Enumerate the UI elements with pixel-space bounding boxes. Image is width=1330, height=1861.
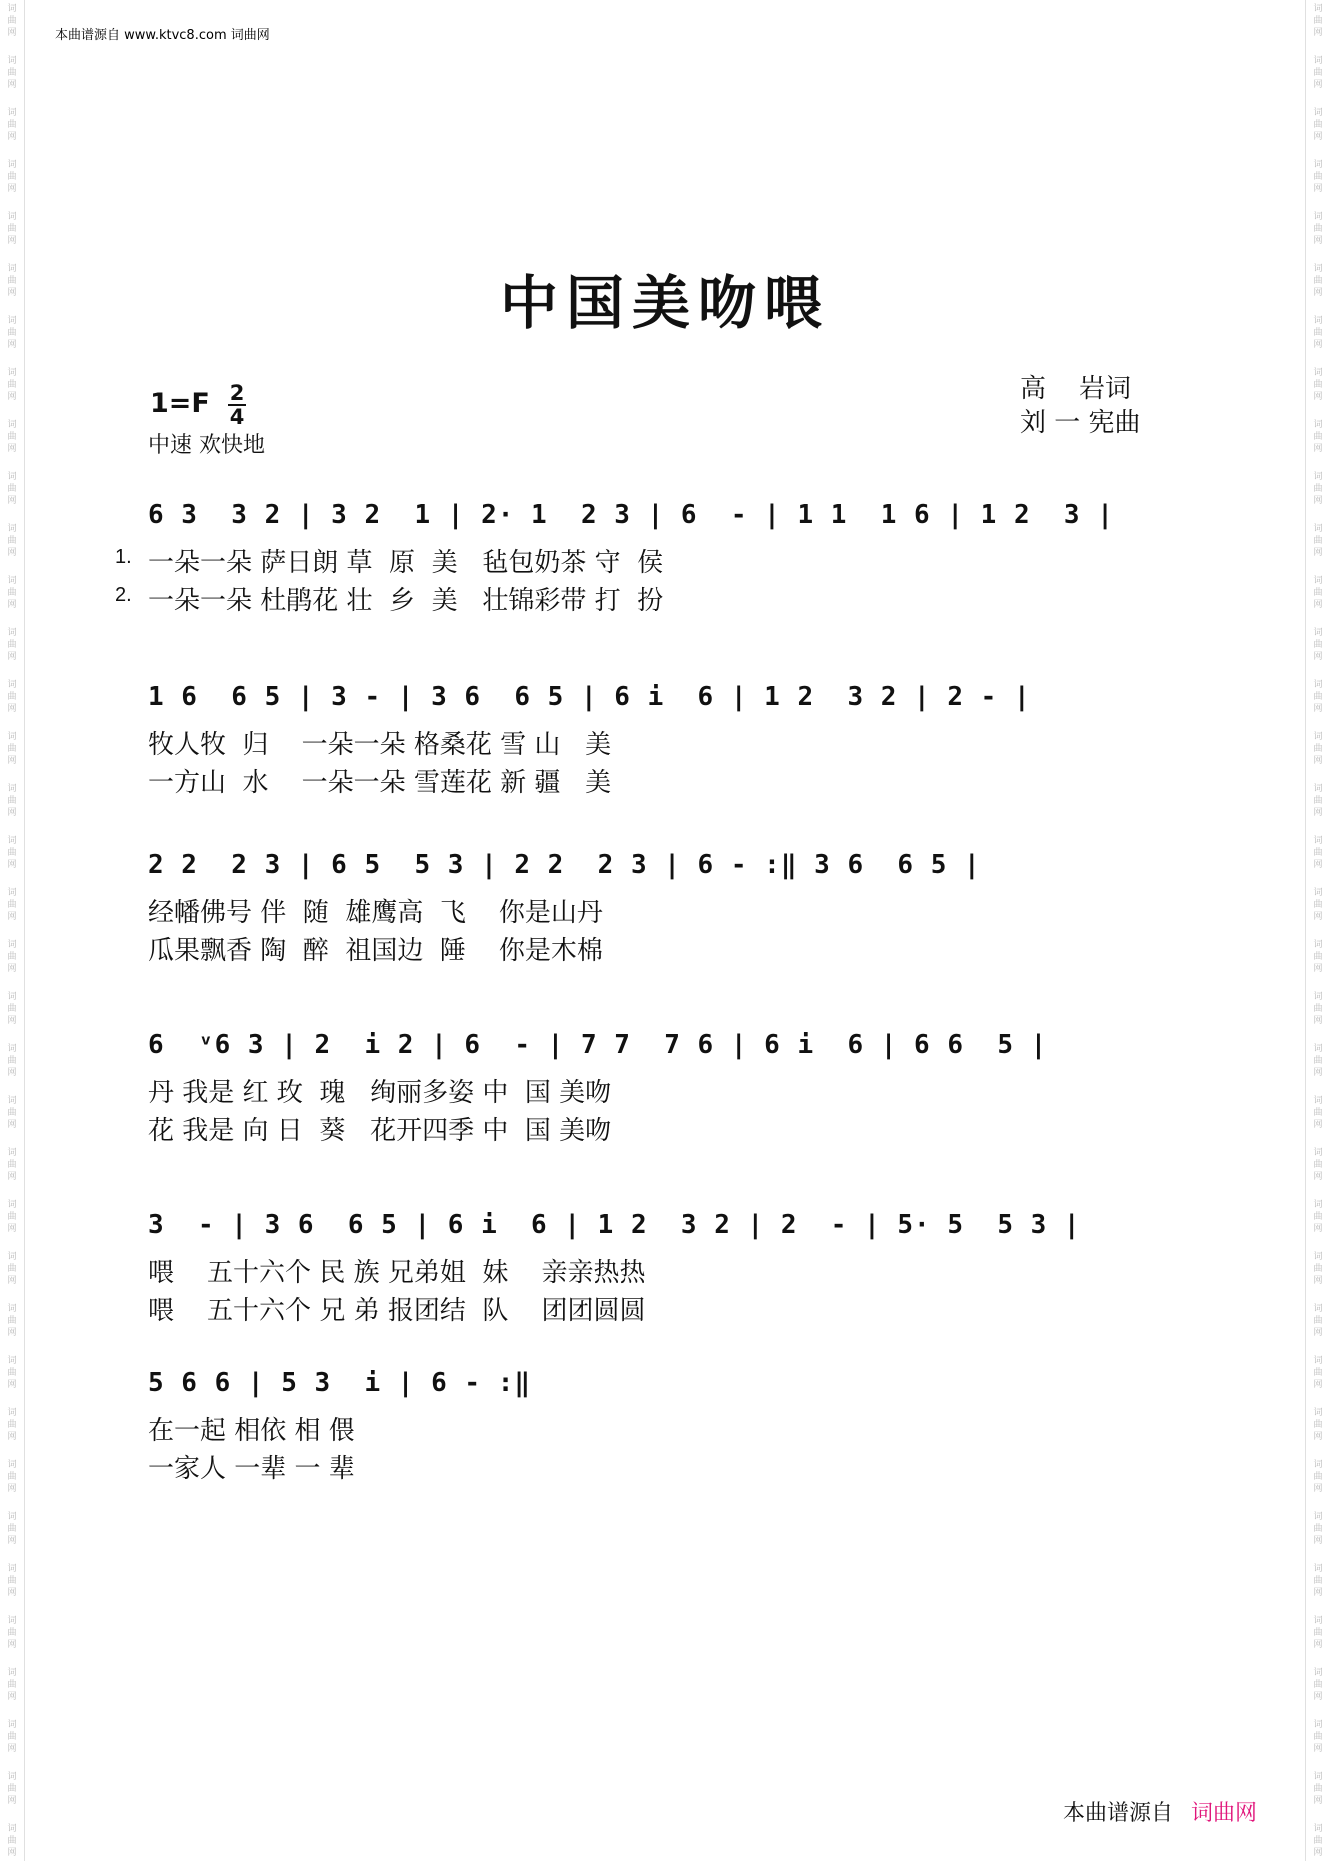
watermark-glyph: 网: [1313, 912, 1323, 922]
watermark-glyph: 曲: [7, 900, 17, 910]
time-signature: [228, 382, 246, 428]
watermark-glyph: 网: [7, 1224, 17, 1234]
watermark-glyph: 网: [7, 184, 17, 194]
watermark-glyph: 网: [7, 1016, 17, 1026]
notation-line: 5 6 6 | 5 3 i | 6 - :‖: [148, 1368, 532, 1398]
watermark-glyph: 网: [1313, 1536, 1323, 1546]
watermark-glyph: 曲: [7, 276, 17, 286]
watermark-glyph: 网: [7, 1380, 17, 1390]
watermark-glyph: 曲: [1313, 1472, 1323, 1482]
watermark-glyph: 曲: [1313, 432, 1323, 442]
watermark-glyph: 曲: [7, 68, 17, 78]
watermark-glyph: 词: [1313, 264, 1323, 274]
watermark-glyph: 词: [1313, 1616, 1323, 1626]
watermark-glyph: 词: [1313, 1148, 1323, 1158]
watermark-glyph: 曲: [1313, 744, 1323, 754]
watermark-glyph: 曲: [7, 952, 17, 962]
footer-source-brand: 词曲网: [1191, 1801, 1258, 1826]
watermark-glyph: 网: [7, 1848, 17, 1858]
watermark-glyph: 词: [7, 1356, 17, 1366]
watermark-glyph: 词: [1313, 1252, 1323, 1262]
source-credit: 本曲谱源自 www.ktvc8.com 词曲网: [55, 28, 270, 43]
watermark-glyph: 曲: [1313, 1004, 1323, 1014]
score-row-5: [0, 1210, 1330, 1390]
watermark-glyph: 词: [1313, 420, 1323, 430]
watermark-glyph: 词: [7, 1148, 17, 1158]
watermark-glyph: 网: [1313, 1692, 1323, 1702]
watermark-glyph: 曲: [7, 328, 17, 338]
watermark-glyph: 网: [1313, 496, 1323, 506]
watermark-glyph: 网: [7, 444, 17, 454]
watermark-glyph: 网: [7, 1172, 17, 1182]
watermark-glyph: 词: [1313, 56, 1323, 66]
watermark-glyph: 网: [1313, 1588, 1323, 1598]
watermark-glyph: 曲: [7, 224, 17, 234]
watermark-glyph: 曲: [1313, 1160, 1323, 1170]
watermark-glyph: 曲: [1313, 1368, 1323, 1378]
watermark-glyph: 曲: [1313, 1628, 1323, 1638]
watermark-glyph: 词: [7, 836, 17, 846]
watermark-glyph: 曲: [7, 172, 17, 182]
time-signature-bottom: 4: [229, 405, 245, 429]
watermark-glyph: 网: [7, 496, 17, 506]
watermark-glyph: 曲: [7, 796, 17, 806]
lyric-verse-2: 花 我是 向 日 葵 花开四季 中 国 美吻: [148, 1116, 612, 1146]
watermark-glyph: 词: [7, 316, 17, 326]
watermark-glyph: 词: [1313, 1356, 1323, 1366]
watermark-glyph: 网: [7, 652, 17, 662]
watermark-glyph: 曲: [7, 588, 17, 598]
watermark-glyph: 网: [1313, 1120, 1323, 1130]
watermark-glyph: 词: [7, 1408, 17, 1418]
watermark-glyph: 网: [1313, 392, 1323, 402]
watermark-glyph: 曲: [7, 536, 17, 546]
watermark-glyph: 曲: [1313, 1420, 1323, 1430]
watermark-glyph: 词: [7, 888, 17, 898]
watermark-glyph: 曲: [1313, 1056, 1323, 1066]
watermark-glyph: 网: [7, 1484, 17, 1494]
watermark-glyph: 网: [7, 548, 17, 558]
watermark-glyph: 曲: [1313, 1784, 1323, 1794]
watermark-glyph: 词: [7, 108, 17, 118]
watermark-glyph: 曲: [7, 1732, 17, 1742]
watermark-glyph: 网: [7, 1432, 17, 1442]
watermark-glyph: 词: [7, 1668, 17, 1678]
watermark-glyph: 曲: [7, 1160, 17, 1170]
watermark-glyph: 曲: [7, 1004, 17, 1014]
lyric-verse-1: 丹 我是 红 玫 瑰 绚丽多姿 中 国 美吻: [148, 1078, 612, 1108]
watermark-glyph: 词: [7, 576, 17, 586]
watermark-glyph: 词: [7, 160, 17, 170]
watermark-glyph: 词: [1313, 1668, 1323, 1678]
watermark-glyph: 词: [7, 732, 17, 742]
watermark-glyph: 词: [7, 4, 17, 14]
watermark-glyph: 曲: [1313, 692, 1323, 702]
watermark-glyph: 曲: [1313, 1264, 1323, 1274]
watermark-glyph: 曲: [1313, 224, 1323, 234]
watermark-glyph: 词: [1313, 1772, 1323, 1782]
watermark-glyph: 网: [7, 1796, 17, 1806]
watermark-glyph: 词: [1313, 368, 1323, 378]
time-signature-top: 2: [229, 381, 245, 405]
watermark-glyph: 网: [1313, 1016, 1323, 1026]
watermark-glyph: 曲: [1313, 1524, 1323, 1534]
watermark-glyph: 曲: [7, 1420, 17, 1430]
watermark-glyph: 网: [7, 1744, 17, 1754]
watermark-glyph: 词: [1313, 1824, 1323, 1834]
watermark-glyph: 词: [7, 1460, 17, 1470]
watermark-glyph: 网: [1313, 80, 1323, 90]
watermark-glyph: 网: [7, 340, 17, 350]
watermark-glyph: 网: [1313, 1380, 1323, 1390]
watermark-glyph: 网: [1313, 704, 1323, 714]
lyric-verse-1: 经幡佛号 伴 随 雄鹰高 飞 你是山丹: [148, 898, 603, 928]
watermark-glyph: 曲: [7, 1212, 17, 1222]
watermark-glyph: 网: [1313, 1328, 1323, 1338]
watermark-glyph: 曲: [1313, 1680, 1323, 1690]
watermark-glyph: 曲: [7, 1524, 17, 1534]
notation-line: 6 ᵛ6 3 | 2 i 2 | 6 - | 7 7 7 6 | 6 i 6 | 6 6 5 |: [148, 1030, 1048, 1060]
watermark-glyph: 网: [1313, 1432, 1323, 1442]
watermark-glyph: 词: [1313, 1720, 1323, 1730]
watermark-glyph: 词: [7, 784, 17, 794]
lyric-verse-2: 一方山 水 一朵一朵 雪莲花 新 疆 美: [148, 768, 612, 798]
watermark-glyph: 曲: [7, 484, 17, 494]
watermark-glyph: 词: [1313, 108, 1323, 118]
watermark-glyph: 词: [7, 940, 17, 950]
watermark-glyph: 网: [7, 28, 17, 38]
watermark-glyph: 曲: [1313, 484, 1323, 494]
watermark-glyph: 词: [7, 1616, 17, 1626]
watermark-glyph: 网: [1313, 652, 1323, 662]
watermark-glyph: 词: [1313, 1304, 1323, 1314]
watermark-glyph: 词: [7, 212, 17, 222]
watermark-glyph: 曲: [7, 16, 17, 26]
watermark-glyph: 词: [7, 1200, 17, 1210]
watermark-glyph: 曲: [1313, 1732, 1323, 1742]
watermark-glyph: 网: [7, 600, 17, 610]
watermark-glyph: 词: [1313, 836, 1323, 846]
watermark-glyph: 曲: [1313, 380, 1323, 390]
watermark-glyph: 词: [1313, 472, 1323, 482]
watermark-glyph: 词: [1313, 212, 1323, 222]
watermark-glyph: 词: [1313, 160, 1323, 170]
watermark-glyph: 词: [1313, 992, 1323, 1002]
watermark-glyph: 曲: [7, 1056, 17, 1066]
watermark-glyph: 曲: [1313, 68, 1323, 78]
watermark-glyph: 网: [7, 1588, 17, 1598]
watermark-glyph: 网: [7, 756, 17, 766]
watermark-glyph: 网: [1313, 1484, 1323, 1494]
watermark-glyph: 曲: [7, 1472, 17, 1482]
watermark-glyph: 网: [7, 236, 17, 246]
watermark-glyph: 网: [7, 288, 17, 298]
watermark-glyph: 词: [1313, 576, 1323, 586]
watermark-glyph: 曲: [1313, 588, 1323, 598]
notation-line: 2 2 2 3 | 6 5 5 3 | 2 2 2 3 | 6 - :‖ 3 6 6 5 |: [148, 850, 981, 880]
watermark-glyph: 词: [7, 1720, 17, 1730]
watermark-glyph: 曲: [7, 744, 17, 754]
watermark-glyph: 网: [7, 704, 17, 714]
watermark-glyph: 曲: [7, 120, 17, 130]
watermark-glyph: 网: [1313, 808, 1323, 818]
watermark-glyph: 曲: [1313, 276, 1323, 286]
watermark-glyph: 网: [7, 392, 17, 402]
watermark-glyph: 词: [7, 1044, 17, 1054]
score-row-4: [0, 1030, 1330, 1210]
watermark-glyph: 网: [7, 860, 17, 870]
watermark-glyph: 网: [1313, 132, 1323, 142]
credits: [1020, 372, 1141, 440]
watermark-glyph: 曲: [1313, 952, 1323, 962]
watermark-glyph: 曲: [1313, 536, 1323, 546]
watermark-glyph: 曲: [1313, 16, 1323, 26]
footer-credit: [1063, 1796, 1257, 1827]
lyric-verse-2: 一家人 一辈 一 辈: [148, 1454, 355, 1484]
watermark-glyph: 曲: [1313, 900, 1323, 910]
watermark-glyph: 曲: [1313, 328, 1323, 338]
watermark-glyph: 曲: [1313, 172, 1323, 182]
watermark-glyph: 曲: [1313, 640, 1323, 650]
watermark-glyph: 网: [1313, 1796, 1323, 1806]
watermark-glyph: 网: [7, 1276, 17, 1286]
watermark-glyph: 曲: [7, 1368, 17, 1378]
watermark-glyph: 词: [1313, 1200, 1323, 1210]
score-row-3: [0, 850, 1330, 1030]
verse-number-2: 2.: [115, 584, 132, 606]
watermark-glyph: 词: [1313, 1460, 1323, 1470]
notation-line: 3 - | 3 6 6 5 | 6 i 6 | 1 2 3 2 | 2 - | 5· 5 5 3 |: [148, 1210, 1081, 1240]
score-row-6: [0, 1368, 1330, 1548]
watermark-glyph: 网: [7, 1692, 17, 1702]
watermark-glyph: 词: [1313, 1044, 1323, 1054]
watermark-glyph: 曲: [1313, 1576, 1323, 1586]
notation-line: 6 3 3 2 | 3 2 1 | 2· 1 2 3 | 6 - | 1 1 1 6 | 1 2 3 |: [148, 500, 1114, 530]
watermark-glyph: 网: [1313, 288, 1323, 298]
watermark-glyph: 曲: [7, 1836, 17, 1846]
watermark-glyph: 曲: [1313, 1108, 1323, 1118]
watermark-glyph: 词: [1313, 316, 1323, 326]
watermark-glyph: 词: [1313, 1096, 1323, 1106]
watermark-glyph: 词: [1313, 732, 1323, 742]
watermark-glyph: 词: [1313, 784, 1323, 794]
watermark-glyph: 曲: [7, 1264, 17, 1274]
watermark-glyph: 网: [1313, 184, 1323, 194]
watermark-glyph: 网: [7, 912, 17, 922]
watermark-glyph: 网: [1313, 964, 1323, 974]
watermark-glyph: 网: [7, 1068, 17, 1078]
lyric-verse-1: 在一起 相依 相 偎: [148, 1416, 355, 1446]
watermark-glyph: 词: [7, 524, 17, 534]
watermark-glyph: 网: [1313, 548, 1323, 558]
watermark-glyph: 网: [1313, 600, 1323, 610]
watermark-glyph: 网: [1313, 756, 1323, 766]
song-title: 中国美吻喂: [499, 269, 830, 337]
watermark-glyph: 词: [1313, 1408, 1323, 1418]
watermark-glyph: 网: [1313, 1744, 1323, 1754]
watermark-glyph: 词: [7, 1252, 17, 1262]
tempo-marking: 中速 欢快地: [148, 433, 265, 458]
lyric-verse-1: 喂 五十六个 民 族 兄弟姐 妹 亲亲热热: [148, 1258, 646, 1288]
watermark-glyph: 词: [7, 368, 17, 378]
watermark-glyph: 词: [1313, 4, 1323, 14]
watermark-glyph: 曲: [7, 848, 17, 858]
watermark-glyph: 曲: [7, 1108, 17, 1118]
watermark-glyph: 网: [1313, 1068, 1323, 1078]
watermark-glyph: 词: [1313, 1564, 1323, 1574]
watermark-glyph: 词: [7, 1824, 17, 1834]
composer: 刘 一 宪曲: [1020, 408, 1141, 438]
watermark-glyph: 网: [1313, 1172, 1323, 1182]
watermark-glyph: 词: [7, 420, 17, 430]
watermark-glyph: 网: [7, 808, 17, 818]
watermark-glyph: 网: [1313, 340, 1323, 350]
score-row-1: [0, 500, 1330, 680]
lyric-verse-1: 一朵一朵 萨日朗 草 原 美 毡包奶茶 守 侯: [148, 548, 664, 578]
watermark-glyph: 词: [7, 1096, 17, 1106]
watermark-glyph: 词: [7, 1512, 17, 1522]
watermark-glyph: 词: [7, 1304, 17, 1314]
watermark-glyph: 网: [1313, 1276, 1323, 1286]
verse-number-1: 1.: [115, 546, 132, 568]
watermark-glyph: 词: [1313, 524, 1323, 534]
watermark-glyph: 词: [7, 628, 17, 638]
footer-source-prefix: 本曲谱源自: [1063, 1801, 1174, 1826]
watermark-glyph: 词: [7, 1772, 17, 1782]
watermark-glyph: 网: [7, 1328, 17, 1338]
watermark-glyph: 词: [7, 680, 17, 690]
lyric-verse-2: 一朵一朵 杜鹃花 壮 乡 美 壮锦彩带 打 扮: [148, 586, 664, 616]
watermark-glyph: 网: [1313, 860, 1323, 870]
lyric-verse-2: 瓜果飘香 陶 醉 祖国边 陲 你是木棉: [148, 936, 603, 966]
lyric-verse-1: 牧人牧 归 一朵一朵 格桑花 雪 山 美: [148, 730, 612, 760]
watermark-glyph: 网: [1313, 1224, 1323, 1234]
watermark-glyph: 曲: [7, 1576, 17, 1586]
watermark-glyph: 曲: [1313, 120, 1323, 130]
watermark-glyph: 曲: [1313, 1316, 1323, 1326]
watermark-glyph: 曲: [7, 1784, 17, 1794]
watermark-glyph: 词: [7, 264, 17, 274]
watermark-glyph: 网: [1313, 236, 1323, 246]
watermark-glyph: 曲: [1313, 796, 1323, 806]
watermark-glyph: 曲: [1313, 1212, 1323, 1222]
watermark-glyph: 词: [7, 56, 17, 66]
watermark-glyph: 词: [7, 1564, 17, 1574]
watermark-glyph: 曲: [7, 692, 17, 702]
watermark-glyph: 曲: [7, 380, 17, 390]
watermark-glyph: 词: [1313, 628, 1323, 638]
watermark-glyph: 曲: [1313, 848, 1323, 858]
watermark-glyph: 网: [1313, 1848, 1323, 1858]
lyric-verse-2: 喂 五十六个 兄 弟 报团结 队 团团圆圆: [148, 1296, 646, 1326]
watermark-glyph: 网: [7, 80, 17, 90]
watermark-glyph: 网: [7, 1640, 17, 1650]
score-row-2: [0, 682, 1330, 862]
watermark-glyph: 网: [7, 1120, 17, 1130]
lyricist: 高 岩词: [1020, 374, 1132, 404]
watermark-glyph: 曲: [7, 1680, 17, 1690]
watermark-glyph: 网: [1313, 444, 1323, 454]
watermark-glyph: 词: [1313, 680, 1323, 690]
watermark-glyph: 曲: [1313, 1836, 1323, 1846]
watermark-glyph: 网: [1313, 1640, 1323, 1650]
watermark-glyph: 曲: [7, 640, 17, 650]
watermark-glyph: 网: [1313, 28, 1323, 38]
watermark-glyph: 网: [7, 1536, 17, 1546]
watermark-glyph: 词: [7, 472, 17, 482]
watermark-glyph: 曲: [7, 432, 17, 442]
watermark-glyph: 网: [7, 964, 17, 974]
watermark-glyph: 曲: [7, 1628, 17, 1638]
watermark-glyph: 网: [7, 132, 17, 142]
key-signature: 1=F: [150, 388, 210, 419]
watermark-glyph: 词: [7, 992, 17, 1002]
watermark-glyph: 曲: [7, 1316, 17, 1326]
watermark-glyph: 词: [1313, 940, 1323, 950]
notation-line: 1 6 6 5 | 3 - | 3 6 6 5 | 6 i 6 | 1 2 3 2 | 2 - |: [148, 682, 1031, 712]
watermark-glyph: 词: [1313, 1512, 1323, 1522]
watermark-glyph: 词: [1313, 888, 1323, 898]
